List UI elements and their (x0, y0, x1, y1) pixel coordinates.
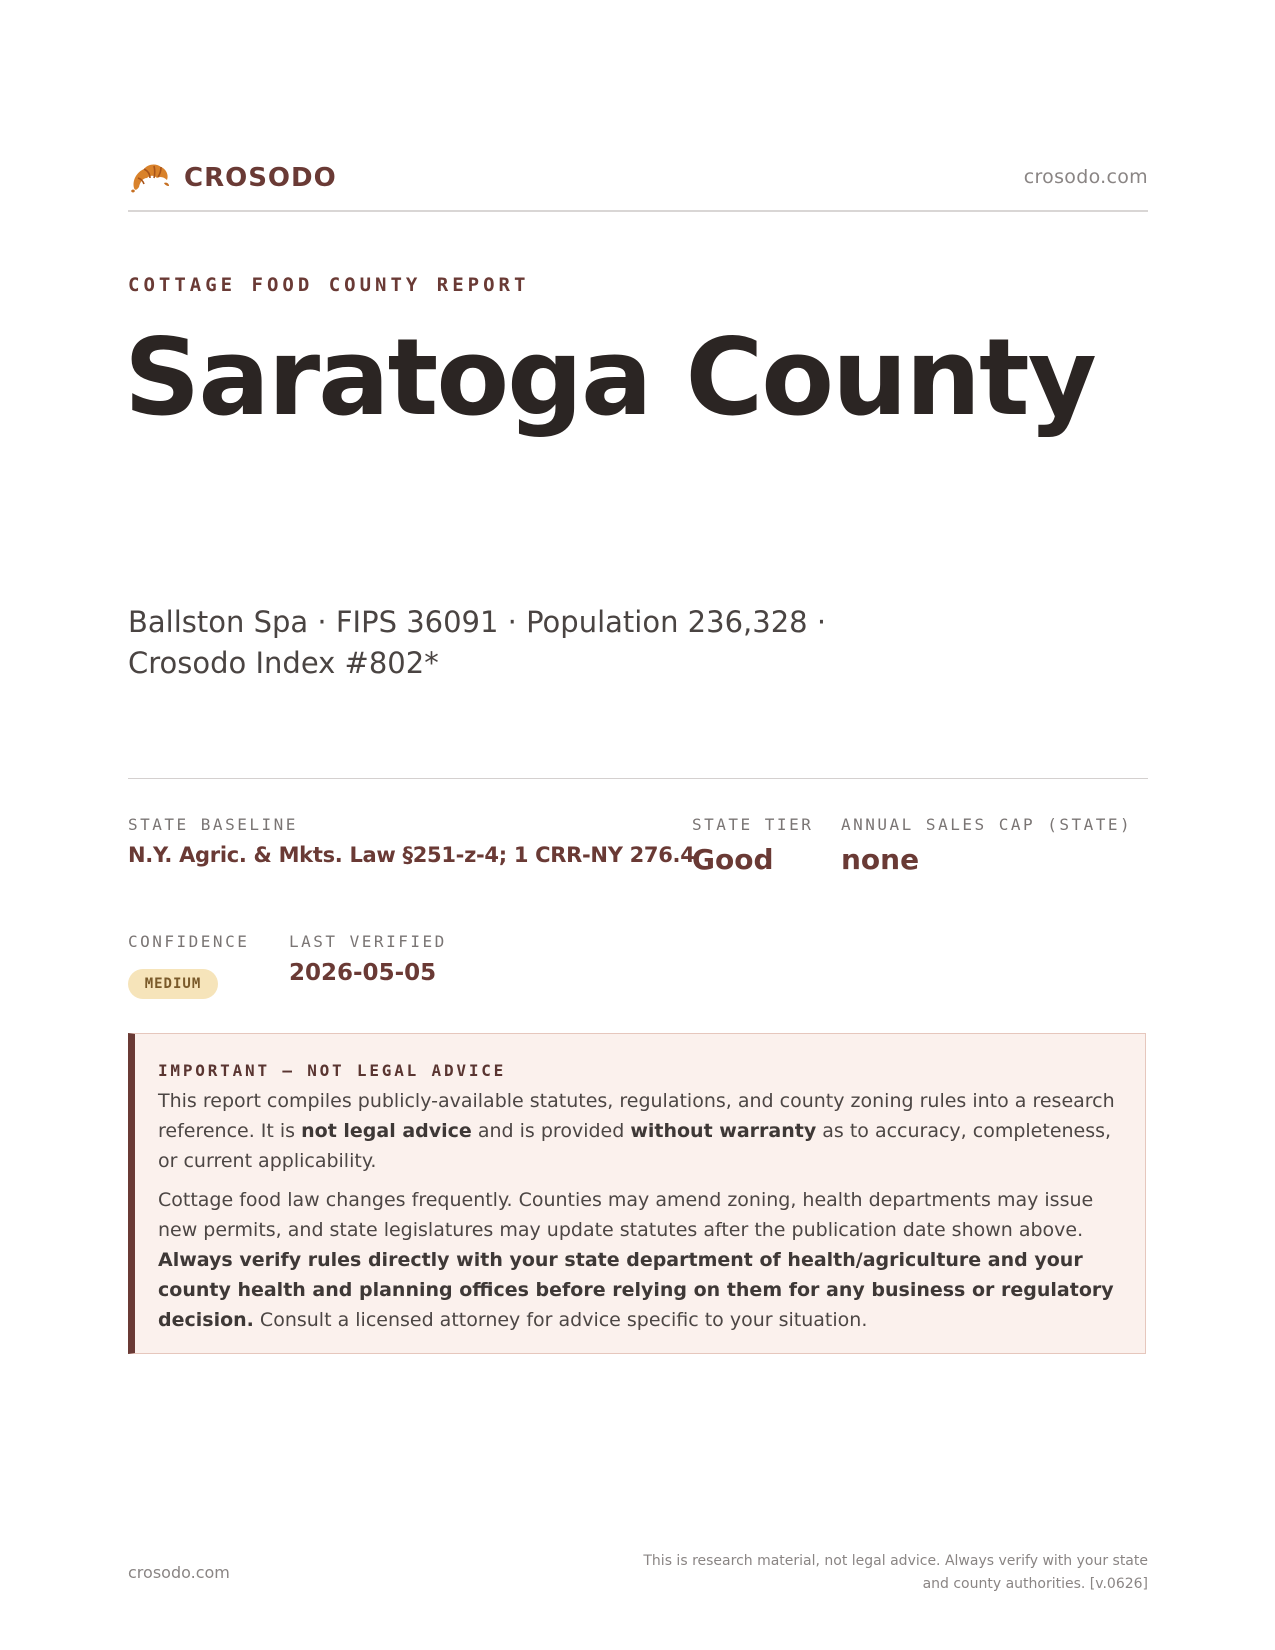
section-divider (128, 778, 1148, 779)
notice-paragraph-1: This report compiles publicly-available statutes, regulations, and county zoning rules into a research reference. It is not legal advice and is provided without warranty as to accuracy, completeness, or current applicability. (158, 1090, 1115, 1172)
legal-notice (128, 1033, 1146, 1354)
brand[interactable] (128, 158, 337, 198)
report-eyebrow: COTTAGE FOOD COUNTY REPORT (128, 274, 530, 296)
sales-cap-value: none (841, 843, 920, 876)
last-verified-label: LAST VERIFIED (289, 932, 447, 951)
site-link[interactable]: crosodo.com (1023, 166, 1148, 188)
header-divider (128, 210, 1148, 212)
croissant-icon (128, 158, 172, 198)
state-tier-label: STATE TIER (692, 815, 814, 834)
county-meta: Ballston Spa · FIPS 36091 · Population 236,328 · Crosodo Index #802* (128, 605, 827, 680)
state-baseline-label: STATE BASELINE (128, 815, 298, 834)
notice-paragraph-2: Cottage food law changes frequently. Counties may amend zoning, health departments may issue new permits, and state legislatures may update statutes after the publication date shown above. Always verify rules directly with your state department of health/agriculture and your county health and planning offices before relying on them for any business or regulatory decision. Consult a licensed attorney for advice specific to your situation. (158, 1189, 1114, 1331)
confidence-label: CONFIDENCE (128, 932, 250, 951)
brand-name: CROSODO (184, 163, 337, 193)
footer-site-link[interactable]: crosodo.com (128, 1563, 230, 1582)
last-verified-value: 2026-05-05 (289, 960, 437, 986)
footer-disclaimer-line-2: and county authorities. [v.0626] (922, 1576, 1148, 1592)
sales-cap-label: ANNUAL SALES CAP (STATE) (841, 815, 1133, 834)
report-page (124, 0, 1148, 1650)
footer-disclaimer-line-1: This is research material, not legal advice. Always verify with your state (643, 1553, 1148, 1569)
state-baseline-value: N.Y. Agric. & Mkts. Law §251-z-4; 1 CRR-NY 276.4 (128, 843, 695, 867)
county-title: Saratoga County (124, 316, 1095, 439)
footer-disclaimer (628, 1550, 1148, 1596)
notice-title: IMPORTANT — NOT LEGAL ADVICE (158, 1061, 507, 1080)
state-tier-value: Good (692, 843, 774, 876)
page-header (128, 158, 1148, 210)
confidence-badge: MEDIUM (128, 969, 218, 999)
